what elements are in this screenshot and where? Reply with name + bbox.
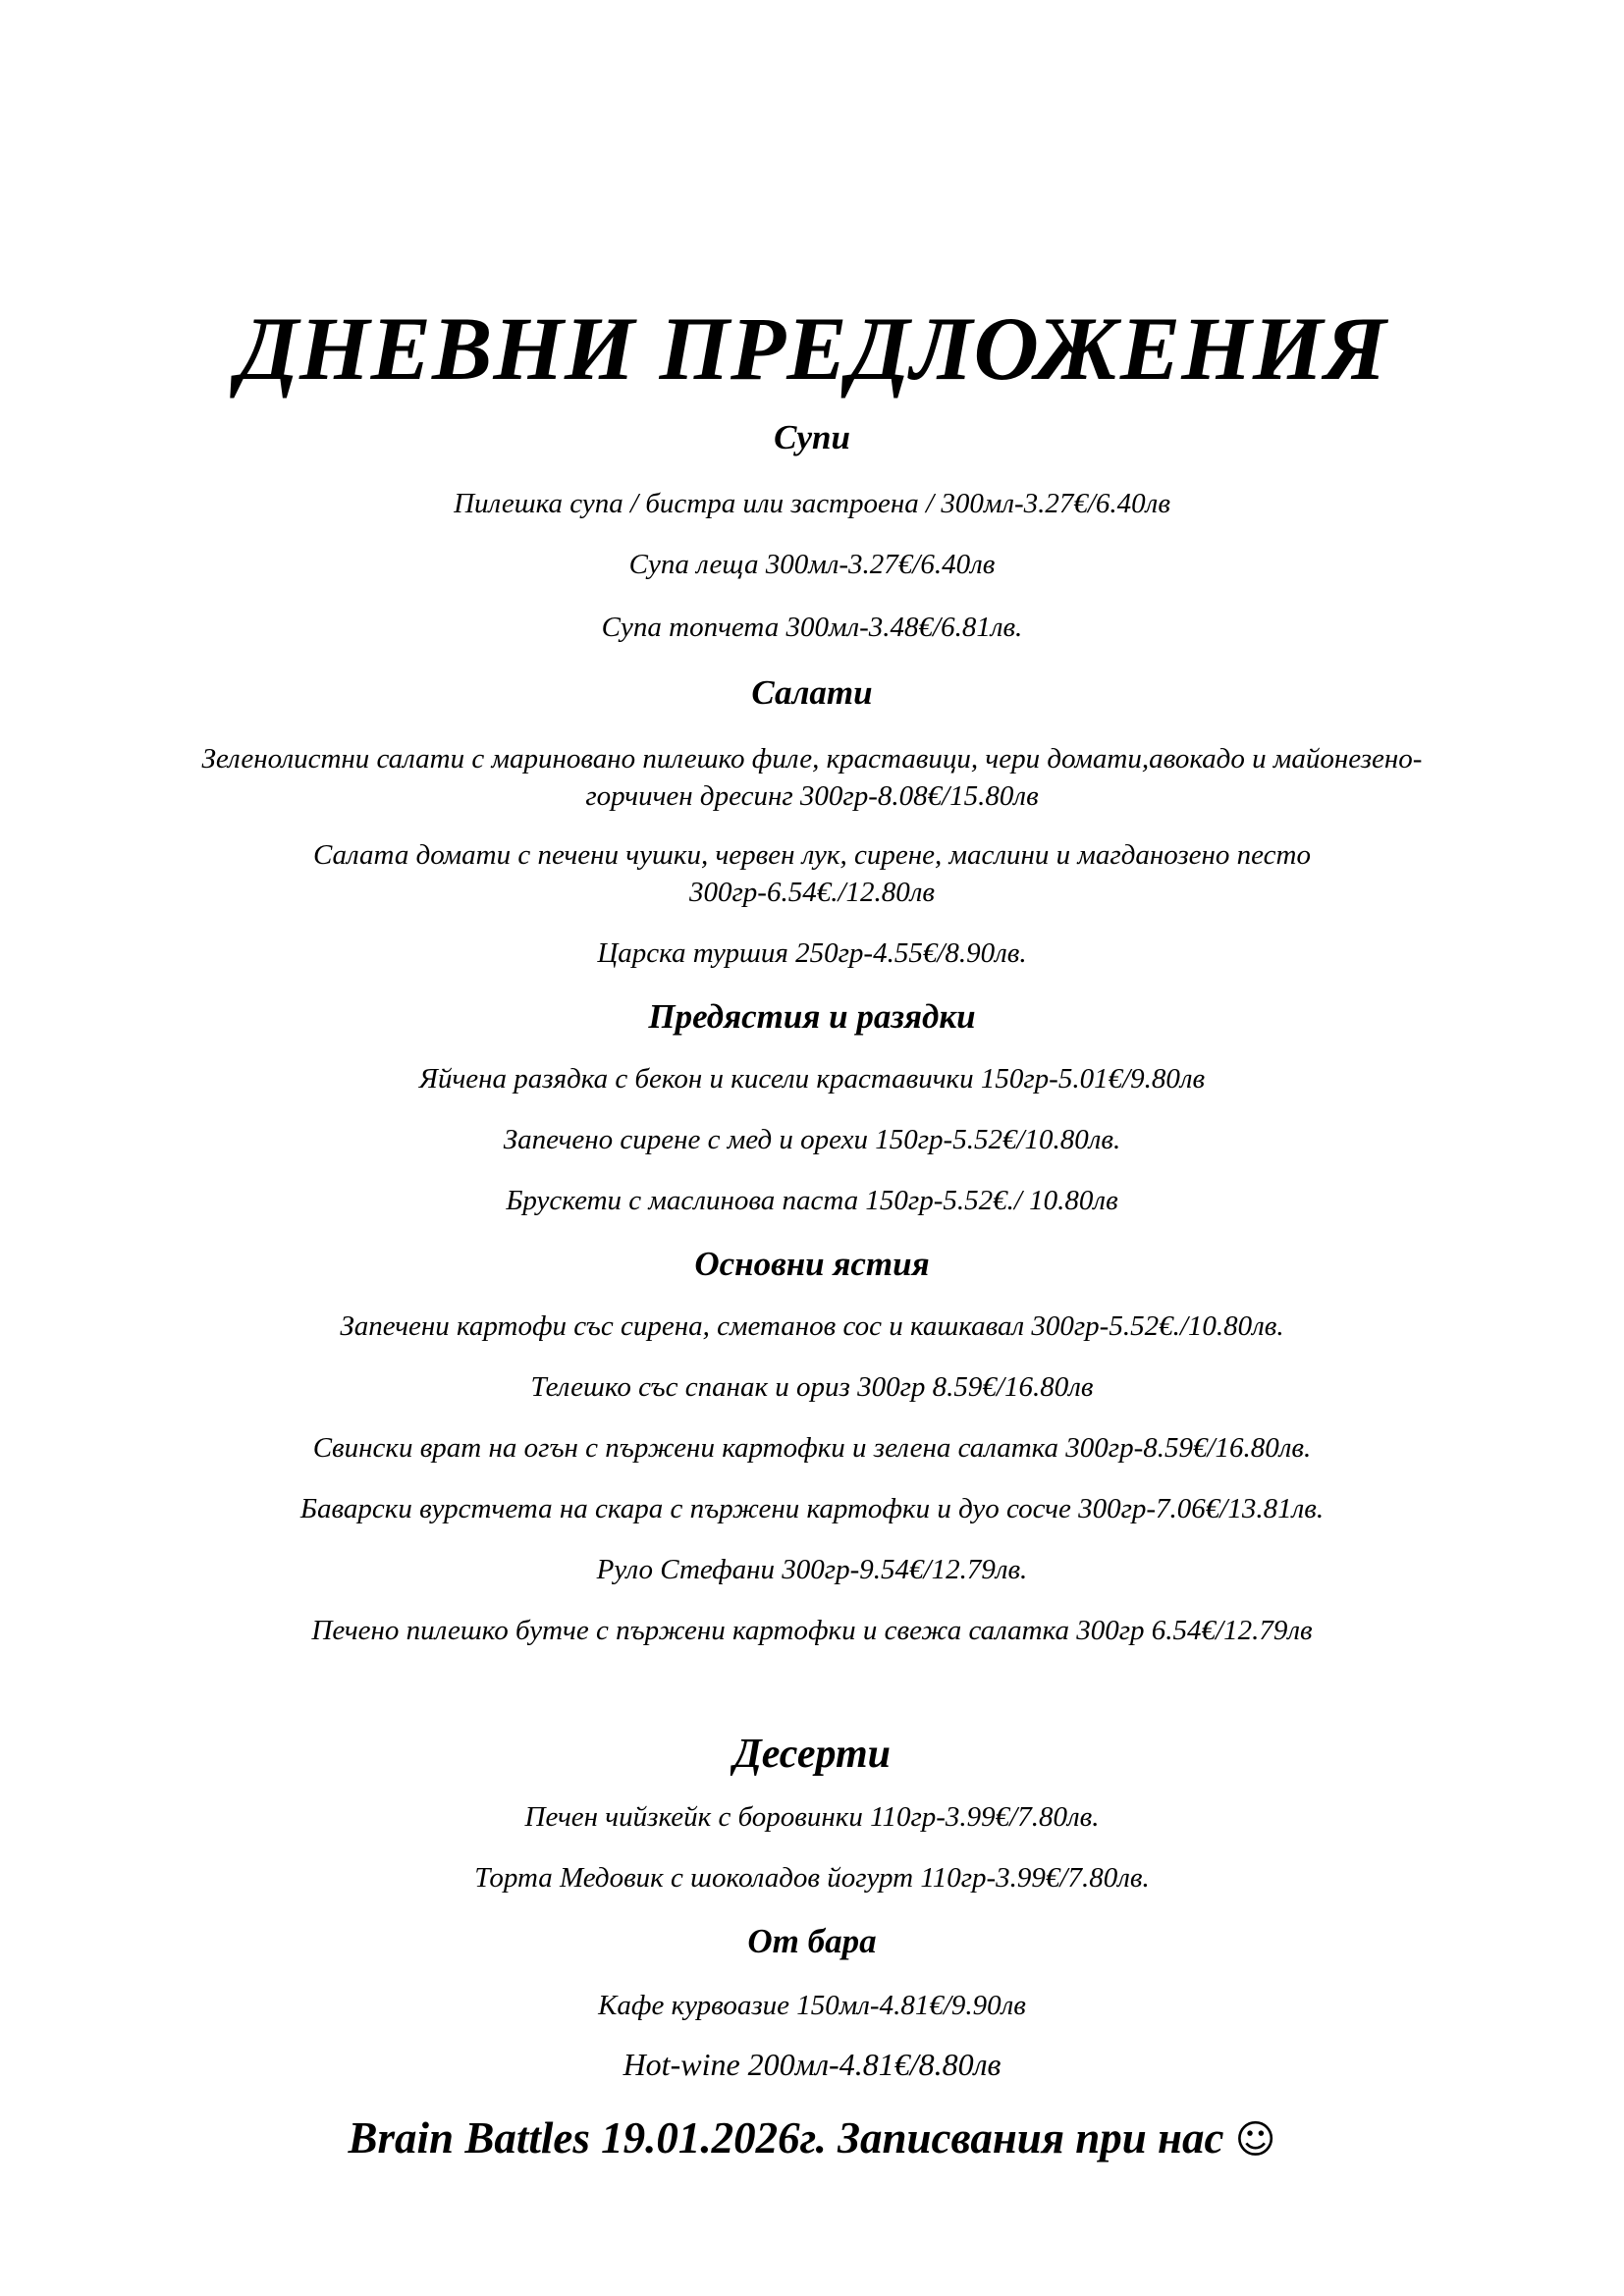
section-heading-desserts: Десерти — [733, 1732, 891, 1777]
menu-item: Hot-wine 200мл-4.81€/8.80лв — [623, 2047, 1001, 2082]
menu-item: Яйчена разядка с бекон и кисели краставички 150гр-5.01€/9.80лв — [418, 1063, 1206, 1095]
menu-item: Свински врат на огън с пържени картофки и зелена салатка 300гр-8.59€/16.80лв. — [312, 1432, 1312, 1464]
menu-item: Пилешка супа / бистра или застроена / 300мл-3.27€/6.40лв — [454, 488, 1170, 519]
menu-item: Супа топчета 300мл-3.48€/6.81лв. — [601, 612, 1023, 643]
menu-item: Брускети с маслинова паста 150гр-5.52€./ 10.80лв — [506, 1185, 1118, 1216]
menu-item: Царска туршия 250гр-4.55€/8.90лв. — [597, 937, 1027, 969]
menu-item: Запечено сирене с мед и орехи 150гр-5.52€/10.80лв. — [503, 1124, 1121, 1155]
page-title: ДНЕВНИ ПРЕДЛОЖЕНИЯ — [237, 298, 1387, 399]
section-heading-salads: Салати — [751, 673, 873, 712]
section-heading-starters: Предястия и разядки — [648, 997, 976, 1036]
menu-item: Руло Стефани 300гр-9.54€/12.79лв. — [596, 1554, 1028, 1585]
event-announcement — [0, 2110, 1624, 2167]
event-announcement-text: Brain Battles 19.01.2026г. Записвания при нас — [348, 2113, 1224, 2163]
menu-item: Печен чийзкейк с боровинки 110гр-3.99€/7.80лв. — [524, 1801, 1100, 1833]
menu-item: Телешко със спанак и ориз 300гр 8.59€/16.80лв — [530, 1371, 1094, 1403]
menu-item: Торта Медовик с шоколадов йогурт 110гр-3.99€/7.80лв. — [474, 1862, 1150, 1894]
menu-item: Зеленолистни салати с маринoвано пилешко филе, краставици, чери домати,авокадо и майонезено-горчичен дресинг 300гр-8.08€/15.80лв — [201, 743, 1423, 812]
smiley-face-icon: ☺ — [1234, 2117, 1276, 2163]
menu-item: Печено пилешко бутче с пържени картофки и свежа салатка 300гр 6.54€/12.79лв — [311, 1615, 1313, 1646]
menu-item: Кафе курвоазие 150мл-4.81€/9.90лв — [598, 1990, 1026, 2021]
menu-item: Запечени картофи със сирена, сметанов сос и кашкавал 300гр-5.52€./10.80лв. — [340, 1310, 1284, 1342]
menu-item: Супа леща 300мл-3.27€/6.40лв — [628, 549, 996, 580]
menu-item: Салата домати с печени чушки, червен лук, сирене, маслини и магданозено песто 300гр-6.54€./12.80лв — [312, 839, 1311, 908]
section-heading-soups: Супи — [774, 418, 850, 456]
section-heading-main-dishes: Основни ястия — [694, 1245, 930, 1283]
section-heading-bar: От бара — [747, 1922, 877, 1960]
menu-item: Баварски вурстчета на скара с пържени картофки и дуо сосче 300гр-7.06€/13.81лв. — [299, 1493, 1325, 1524]
